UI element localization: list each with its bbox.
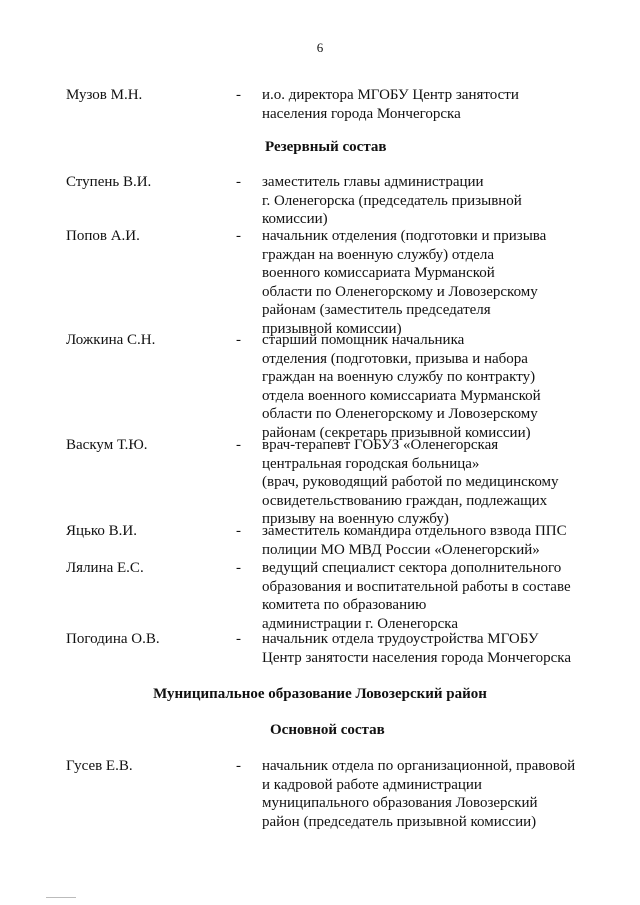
member-role: заместитель командира отдельного взвода ППС полиции МО МВД России «Оленегорский» bbox=[262, 523, 567, 558]
separator-dash: - bbox=[236, 523, 241, 539]
member-name: Лялина Е.С. bbox=[66, 560, 144, 576]
member-role: врач-терапевт ГОБУЗ «Оленегорская центральная городская больница» (врач, руководящий работой по медицинскому освидетельствованию граждан, подлежащих призыву на военную службу) bbox=[262, 437, 559, 527]
reserve-heading: Резервный состав bbox=[265, 139, 387, 155]
separator-dash: - bbox=[236, 174, 241, 190]
member-name: Музов М.Н. bbox=[66, 87, 143, 103]
municipality-heading: Муниципальное образование Ловозерский район bbox=[153, 686, 487, 702]
separator-dash: - bbox=[236, 560, 241, 576]
separator-dash: - bbox=[236, 437, 241, 453]
member-name: Гусев Е.В. bbox=[66, 758, 133, 774]
member-role: начальник отделения (подготовки и призыва граждан на военную службу) отдела военного комиссариата Мурманской области по Оленегорскому и Ловозерскому районам (заместитель председателя призывной комиссии) bbox=[262, 228, 547, 337]
page-number: 6 bbox=[316, 40, 324, 55]
footer-scan-mark bbox=[46, 897, 76, 898]
member-role: начальник отдела по организационной, правовой и кадровой работе администрации муниципального образования Ловозерский район (председатель призывной комиссии) bbox=[262, 758, 576, 830]
main-composition-heading: Основной состав bbox=[270, 722, 385, 738]
member-role: и.о. директора МГОБУ Центр занятости населения города Мончегорска bbox=[262, 87, 519, 122]
member-name: Попов А.И. bbox=[66, 228, 140, 244]
member-name: Погодина О.В. bbox=[66, 631, 160, 647]
separator-dash: - bbox=[236, 758, 241, 774]
member-name: Ложкина С.Н. bbox=[66, 332, 156, 348]
member-name: Яцько В.И. bbox=[66, 523, 137, 539]
member-role: начальник отдела трудоустройства МГОБУ Центр занятости населения города Мончегорска bbox=[262, 631, 572, 666]
separator-dash: - bbox=[236, 228, 241, 244]
member-role: старший помощник начальника отделения (подготовки, призыва и набора граждан на военную службу по контракту) отдела военного комиссариата Мурманской области по Оленегорскому и Ловозерскому районам (секретарь призывной комиссии) bbox=[262, 332, 541, 441]
separator-dash: - bbox=[236, 87, 241, 103]
member-role: заместитель главы администрации г. Оленегорска (председатель призывной комиссии) bbox=[262, 174, 522, 227]
separator-dash: - bbox=[236, 631, 241, 647]
separator-dash: - bbox=[236, 332, 241, 348]
member-name: Ступень В.И. bbox=[66, 174, 152, 190]
member-role: ведущий специалист сектора дополнительного образования и воспитательной работы в составе комитета по образованию администрации г. Оленегорска bbox=[262, 560, 571, 632]
member-name: Васкум Т.Ю. bbox=[66, 437, 148, 453]
